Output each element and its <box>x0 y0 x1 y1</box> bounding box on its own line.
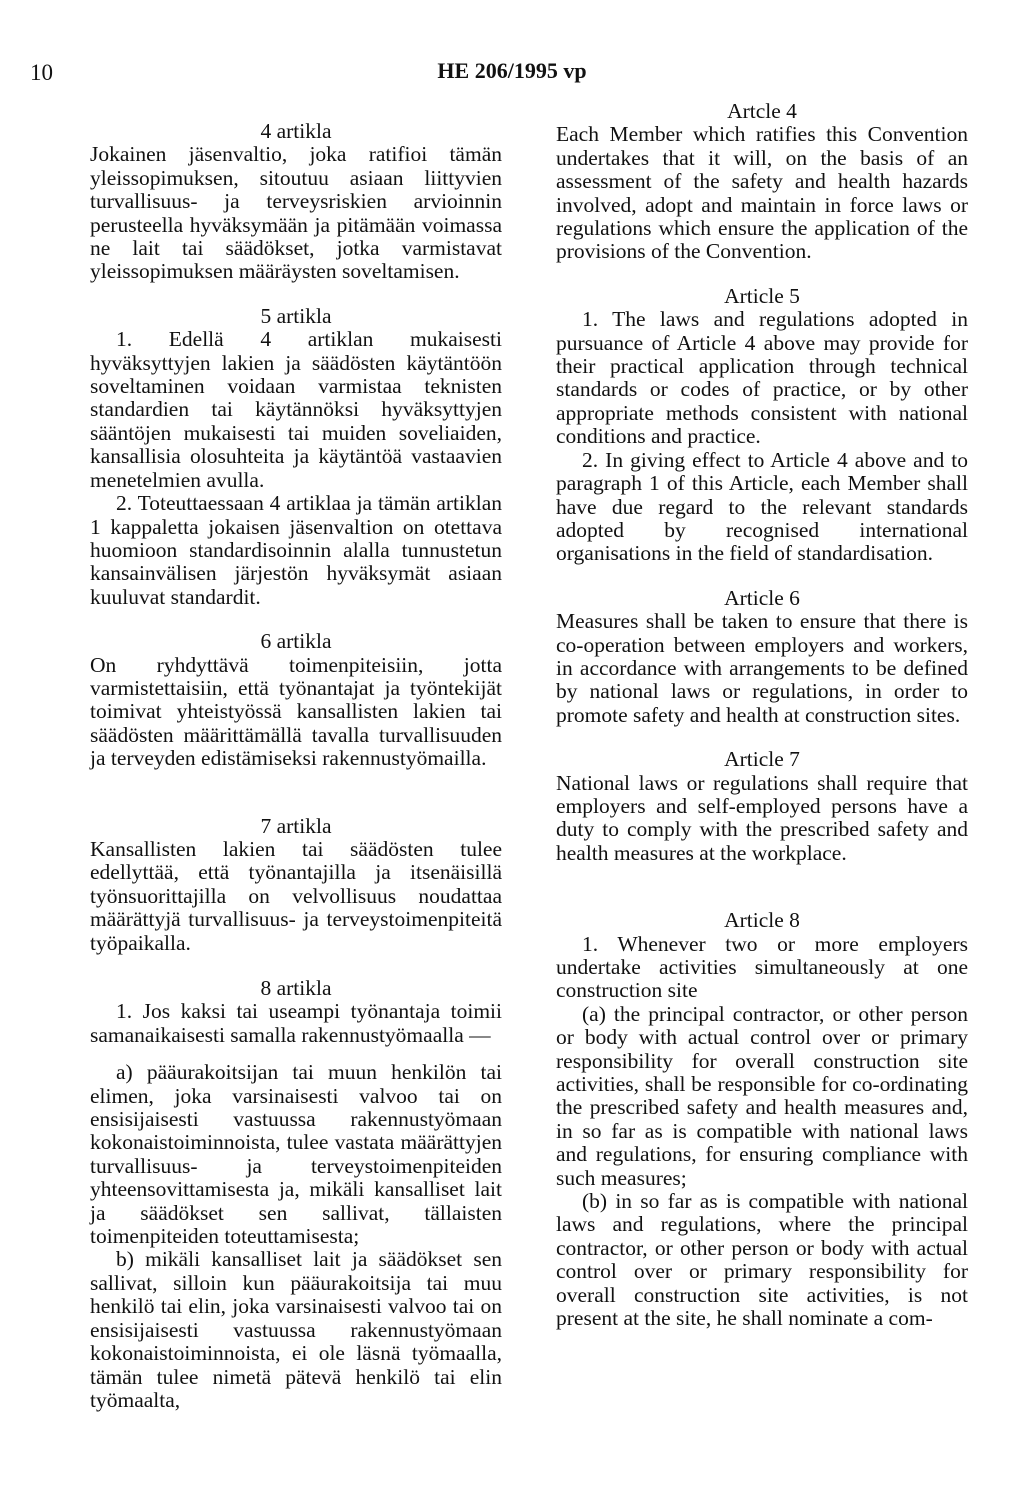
finnish-article-8 <box>90 977 502 1412</box>
page-number: 10 <box>30 60 53 85</box>
finnish-article-5 <box>90 305 502 609</box>
english-article-8-para-1: 1. Whenever two or more employers undertake activities simultaneously at one construction site <box>556 931 968 1003</box>
finnish-column <box>90 100 502 1412</box>
english-article-4 <box>556 100 968 264</box>
english-article-5-heading: Article 5 <box>724 283 800 308</box>
running-head: HE 206/1995 vp <box>437 58 587 83</box>
english-column <box>556 100 968 1331</box>
english-article-5-para-1: 1. The laws and regulations adopted in pursuance of Article 4 above may provide for their practical application through technical standards or codes of practice, or by other appropriate methods consistent with national conditions and practice. <box>556 307 968 449</box>
finnish-article-8-heading: 8 artikla <box>260 976 332 1000</box>
finnish-article-8-para-1: 1. Jos kaksi tai useampi työnantaja toimii samanaikaisesti samalla rakennustyömaalla — <box>90 999 502 1047</box>
finnish-article-6-heading: 6 artikla <box>260 629 332 654</box>
finnish-article-7-heading: 7 artikla <box>260 813 332 838</box>
english-article-5-para-2: 2. In giving effect to Article 4 above and to paragraph 1 of this Article, each Member shall have due regard to the relevant standards adopted by recognised international organisations in the field of standardisation. <box>556 447 968 566</box>
english-article-4-heading: Artcle 4 <box>727 99 797 123</box>
finnish-article-5-para-1: 1. Edellä 4 artiklan mukaisesti hyväksyttyjen lakien ja säädösten käytäntöön soveltaminen voidaan varmistaa teknisten standardien tai käytännöksi hyväksyttyjen sääntöjen mukaisesti tai muiden soveliaiden, kansallisia olosuhteita ja käytäntöä vastaavien menetelmien avulla. <box>90 327 502 492</box>
english-article-4-para-1: Each Member which ratifies this Convention undertakes that it will, on the basis of an assessment of the safety and health hazards involved, adopt and maintain in force laws or regulations which ensure the application of the provisions of the Convention. <box>556 122 968 264</box>
finnish-article-6-para-1: On ryhdyttävä toimenpiteisiin, jotta varmistettaisiin, että työnantajat ja työntekijät toimivat yhteistyössä kansallisten lakien tai säädösten määrittämällä tavalla turvallisuuden ja terveyden edistämiseksi rakennustyömailla. <box>90 652 502 771</box>
english-article-8-heading: Article 8 <box>724 908 800 933</box>
finnish-article-5-para-2: 2. Toteuttaessaan 4 artiklaa ja tämän artiklan 1 kappaletta jokaisen jäsenvaltion on otettava huomioon standardisoinnin alalla tunnustetun kansainvälisen järjestön hyväksymät asiaan kuuluvat standardit. <box>90 491 502 609</box>
finnish-article-7-para-1: Kansallisten lakien tai säädösten tulee edellyttää, että työnantajilla ja itsenäisillä työnsuorittajilla on velvollisuus noudattaa määrättyjä turvallisuus- ja terveystoimenpiteitä työpaikalla. <box>90 836 502 955</box>
finnish-article-7 <box>90 815 502 955</box>
english-article-6 <box>556 587 968 727</box>
finnish-article-5-heading: 5 artikla <box>260 303 332 328</box>
finnish-article-8-para-a: a) pääurakoitsijan tai muun henkilön tai elimen, joka varsinaisesti valvoo tai on ensisijaisesti vastuussa rakennustyömaan kokonaistoiminnoista, tulee vastata määrättyjen turvallisuus- ja terveystoimenpiteiden yhteensovittamisesta ja, mikäli kansalliset lait ja säädökset sen sallivat, tällaisten toimenpiteiden toteuttamisesta; <box>90 1060 502 1249</box>
finnish-article-8-para-b: b) mikäli kansalliset lait ja säädökset sen sallivat, silloin kun pääurakoitsija tai muu henkilö tai elin, joka varsinaisesti valvoo tai on ensisijaisesti vastuussa rakennustyömaan kokonaistoiminnoista, ei ole läsnä työmaalla, tämän tulee nimetä pätevä henkilö tai elin työmaalta, <box>90 1247 502 1412</box>
english-article-7 <box>556 748 968 865</box>
english-article-8-para-b: (b) in so far as is compatible with national laws and regulations, where the principal contractor, or other person or body with actual control over or primary responsibility for overall construction site activities, is not present at the site, he shall nominate a com- <box>556 1189 968 1331</box>
english-article-8 <box>556 909 968 1330</box>
finnish-article-4 <box>90 120 502 284</box>
english-article-6-heading: Article 6 <box>724 585 800 610</box>
finnish-article-4-heading: 4 artikla <box>260 119 332 143</box>
english-article-5 <box>556 285 968 566</box>
english-article-7-para-1: National laws or regulations shall require that employers and self-employed persons have a duty to comply with the prescribed safety and health measures at the workplace. <box>556 770 968 865</box>
english-article-7-heading: Article 7 <box>724 747 800 772</box>
finnish-article-6 <box>90 630 502 770</box>
finnish-article-4-para-1: Jokainen jäsenvaltio, joka ratifioi tämän yleissopimuksen, sitoutuu asiaan liittyvien turvallisuus- ja terveysriskien arvioinnin perusteella hyväksymään ja pitämään voimassa ne lait tai säädökset, jotka varmistavat yleissopimuksen määräysten soveltamisen. <box>90 142 502 284</box>
english-article-6-para-1: Measures shall be taken to ensure that there is co-operation between employers and workers, in accordance with arrangements to be defined by national laws or regulations, in order to promote safety and health at construction sites. <box>556 609 968 727</box>
english-article-8-para-a: (a) the principal contractor, or other person or body with actual control over or primary responsibility for overall construction site activities, shall be responsible for co-ordinating the prescribed safety and health measures and, in so far as is compatible with national laws and regulations, for ensuring compliance with such measures; <box>556 1001 968 1190</box>
